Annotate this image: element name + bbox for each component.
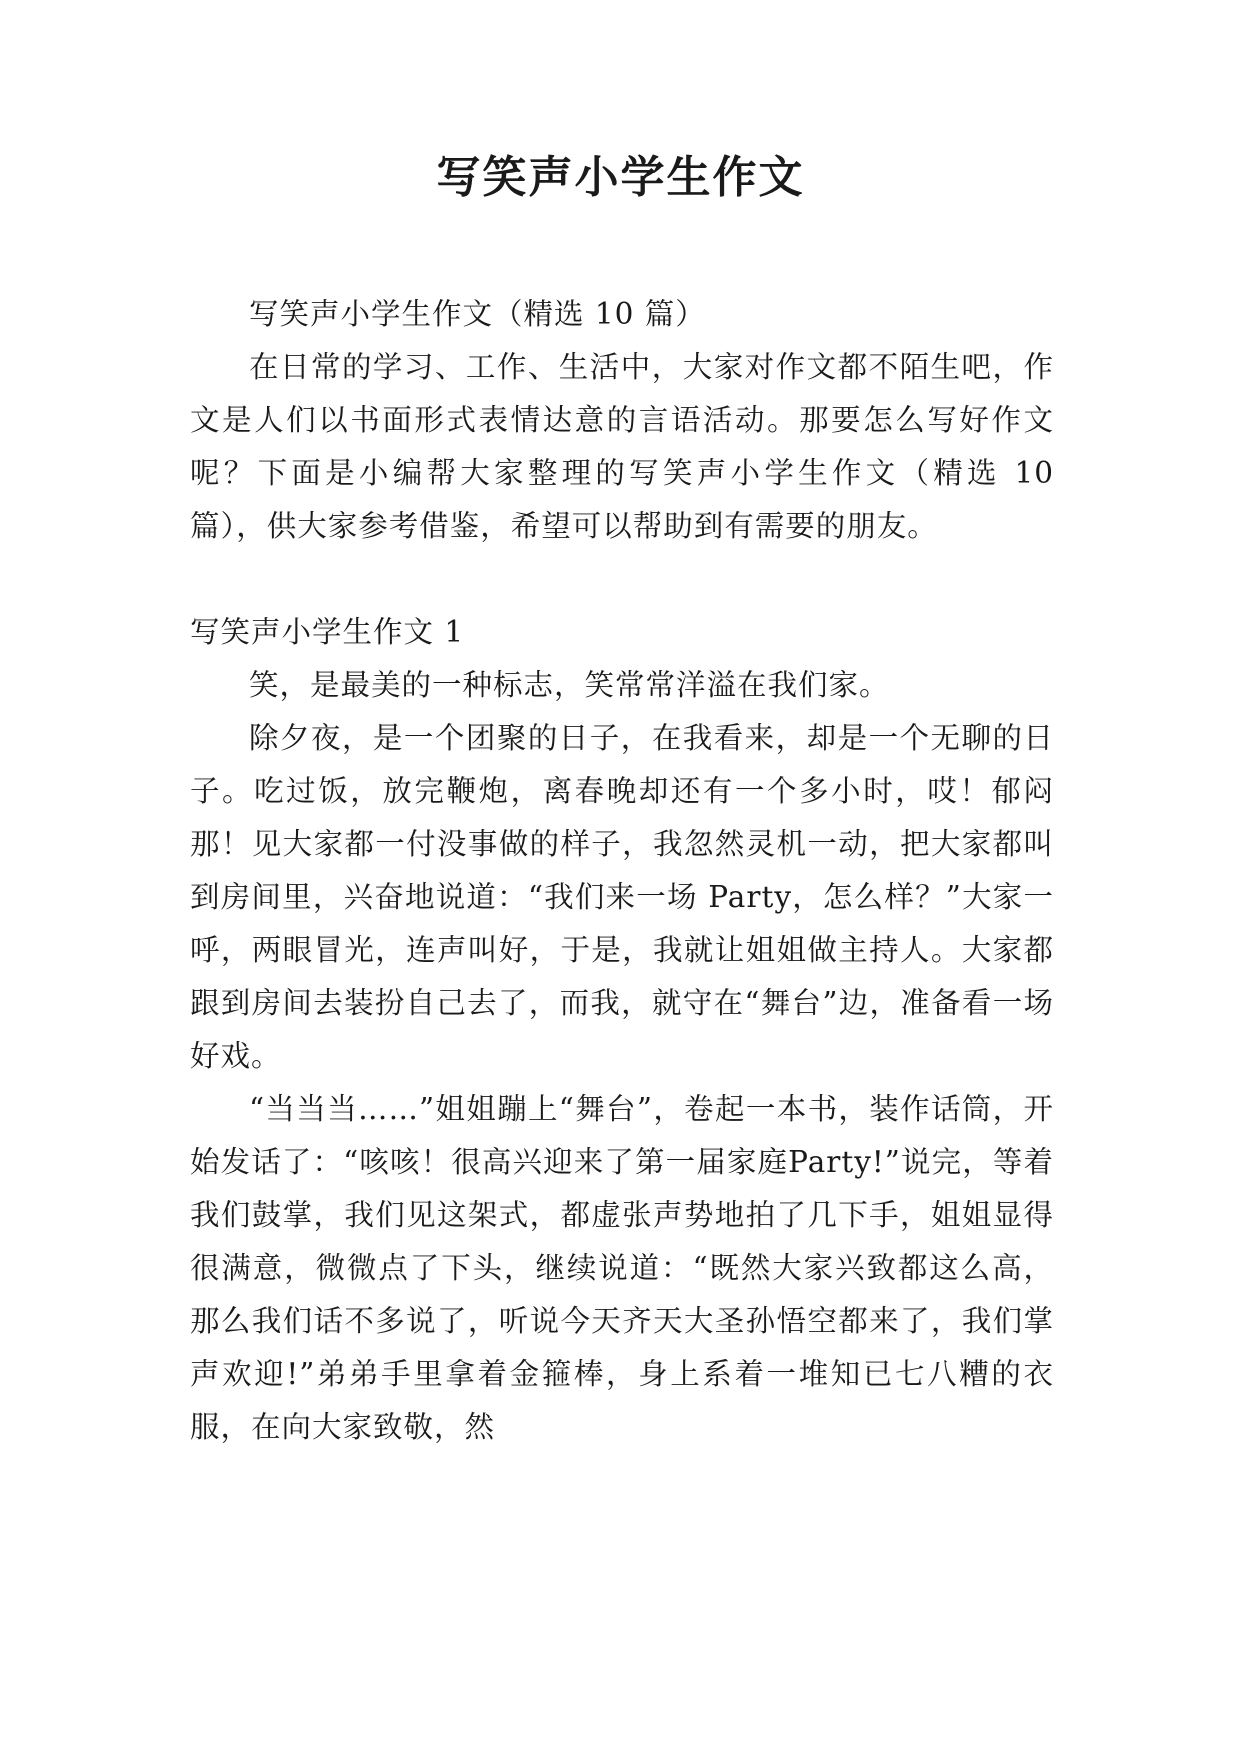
body-paragraph: 笑，是最美的一种标志，笑常常洋溢在我们家。 [249,668,890,702]
intro-paragraph: 在日常的学习、工作、生活中，大家对作文都不陌生吧，作文是人们以书面形式表情达意的言语活动。那要怎么写好作文呢？下面是小编帮大家整理的写笑声小学生作文（精选 10 篇），供大家参考借鉴，希望可以帮助到有需要的朋友。 [190,350,1054,543]
section-heading: 写笑声小学生作文 1 [190,615,465,649]
document-subtitle: 写笑声小学生作文（精选 10 篇） [249,297,706,331]
body-paragraph: “当当当……”姐姐蹦上“舞台”，卷起一本书，装作话筒，开始发话了：“咳咳！很高兴迎来了第一届家庭Party!”说完，等着我们鼓掌，我们见这架式，都虚张声势地拍了几下手，姐姐显得很满意，微微点了下头，继续说道：“既然大家兴致都这么高，那么我们话不多说了，听说今天齐天大圣孙悟空都来了，我们掌声欢迎!”弟弟手里拿着金箍棒，身上系着一堆知已七八糟的衣服，在向大家致敬，然 [190,1092,1054,1444]
document-title: 写笑声小学生作文 [436,152,805,203]
body-paragraph: 除夕夜，是一个团聚的日子，在我看来，却是一个无聊的日子。吃过饭，放完鞭炮，离春晚却还有一个多小时，哎！郁闷那！见大家都一付没事做的样子，我忽然灵机一动，把大家都叫到房间里，兴奋地说道：“我们来一场 Party，怎么样？”大家一呼，两眼冒光，连声叫好，于是，我就让姐姐做主持人。大家都跟到房间去装扮自己去了，而我，就守在“舞台”边，准备看一场好戏。 [190,721,1054,1073]
document-body [190,288,1054,1454]
